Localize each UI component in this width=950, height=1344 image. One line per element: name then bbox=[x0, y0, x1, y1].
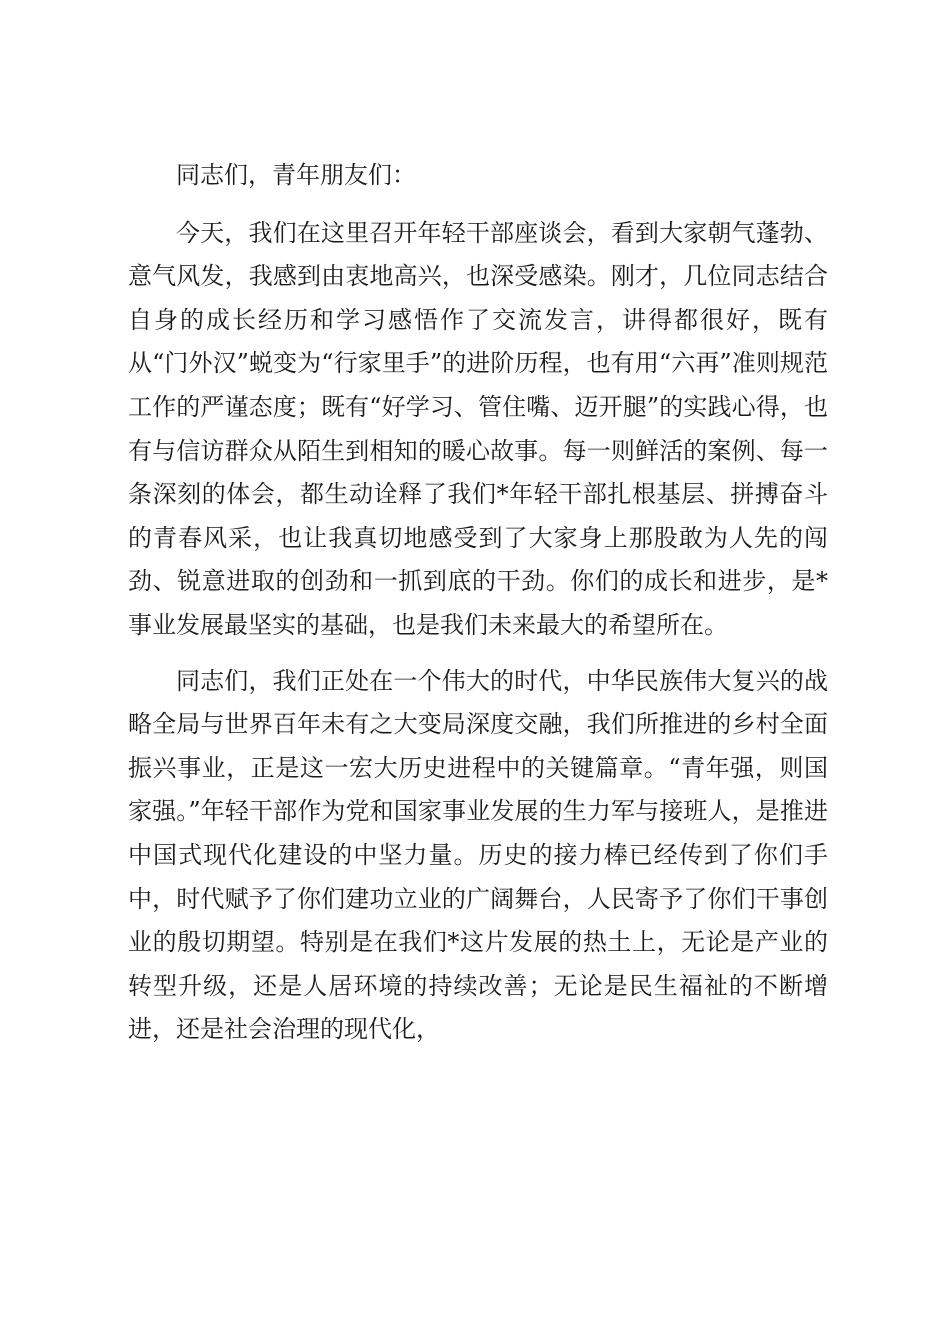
document-body bbox=[128, 154, 828, 1064]
paragraph-era: 同志们，我们正处在一个伟大的时代，中华民族伟大复兴的战略全局与世界百年未有之大变局深度交融，我们所推进的乡村全面振兴事业，正是这一宏大历史进程中的关键篇章。“青年强，则国家强。”年轻干部作为党和国家事业发展的生力军与接班人，是推进中国式现代化建设的中坚力量。历史的接力棒已经传到了你们手中，时代赋予了你们建功立业的广阔舞台，人民寄予了你们干事创业的殷切期望。特别是在我们*这片发展的热土上，无论是产业的转型升级，还是人居环境的持续改善；无论是民生福祉的不断增进，还是社会治理的现代化， bbox=[128, 666, 828, 1044]
salutation: 同志们，青年朋友们： bbox=[176, 161, 416, 189]
paragraph-opening: 今天，我们在这里召开年轻干部座谈会，看到大家朝气蓬勃、意气风发，我感到由衷地高兴，也深受感染。刚才，几位同志结合自身的成长经历和学习感悟作了交流发言，讲得都很好，既有从“门外汉”蜕变为“行家里手”的进阶历程，也有用“六再”准则规范工作的严谨态度；既有“好学习、管住嘴、迈开腿”的实践心得，也有与信访群众从陌生到相知的暖心故事。每一则鲜活的案例、每一条深刻的体会，都生动诠释了我们*年轻干部扎根基层、拼搏奋斗的青春风采，也让我真切地感受到了大家身上那股敢为人先的闯劲、锐意进取的创劲和一抓到底的干劲。你们的成长和进步，是*事业发展最坚实的基础，也是我们未来最大的希望所在。 bbox=[128, 218, 828, 639]
